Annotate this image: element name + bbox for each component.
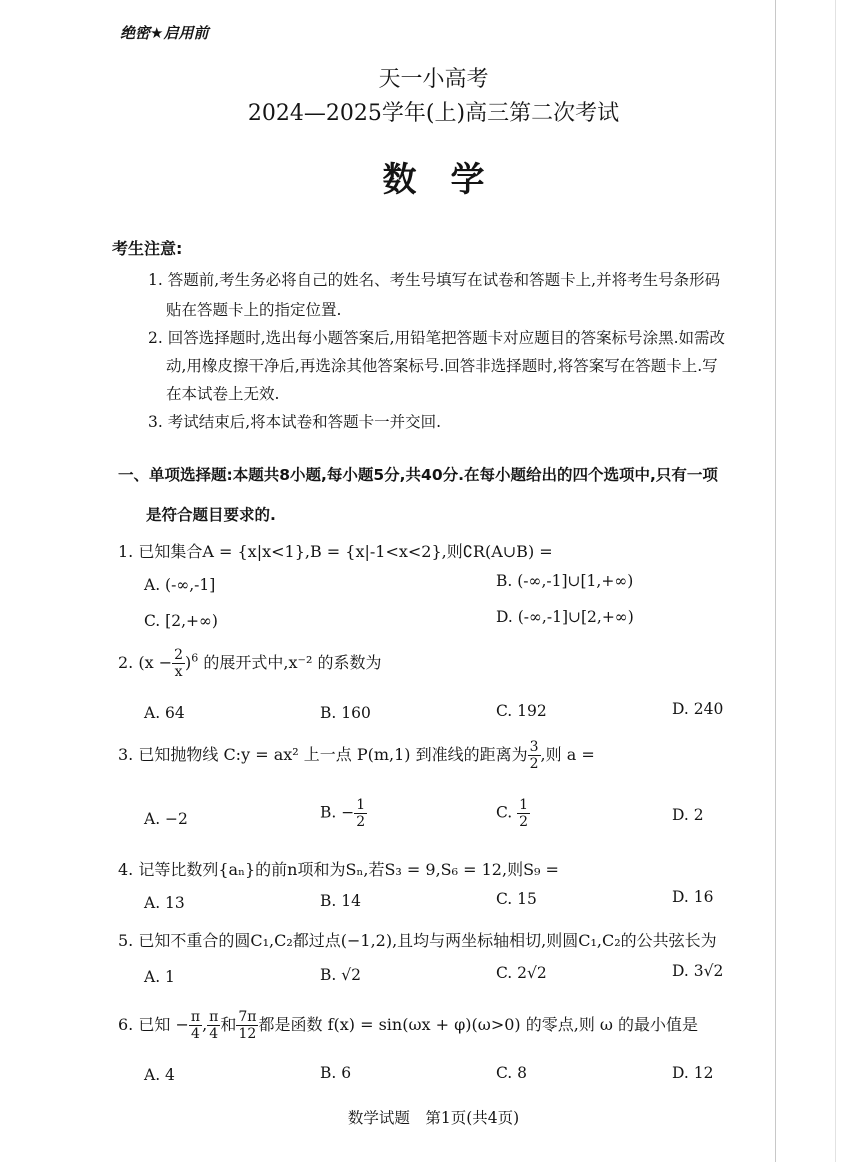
section-heading: 一、单项选择题:本题共8小题,每小题5分,共40分.在每小题给出的四个选项中,只有一项 xyxy=(118,466,718,484)
exam-organizer: 天一小高考 xyxy=(378,67,489,92)
question-4-stem: 4. 记等比数列{aₙ}的前n项和为Sₙ,若S₃ = 9,S₆ = 12,则S₉ = xyxy=(118,860,559,879)
q5-option-d: D. 3√2 xyxy=(672,962,724,980)
notice-title: 考生注意: xyxy=(112,239,183,258)
q6-option-a: A. 4 xyxy=(144,1066,175,1084)
q1-option-a: A. (-∞,-1] xyxy=(144,576,216,594)
notice-item: 动,用橡皮擦干净后,再选涂其他答案标号.回答非选择题时,将答案写在答题卡上.写 xyxy=(166,357,718,375)
q2-option-b: B. 160 xyxy=(320,704,371,722)
q4-option-b: B. 14 xyxy=(320,892,361,910)
question-6-stem: 6. 已知 − $\frac{\pi}{4}$ , $\frac{\pi}{4}$ 和 $\frac{7\pi}{12}$ 都是函数 f(x) = sin(ωx + φ)(ω>0) 的零点,则 ω 的最小值是 xyxy=(118,1009,699,1042)
q5-option-c: C. 2√2 xyxy=(496,964,547,982)
binomial-base: (x − xyxy=(138,653,173,672)
q6-option-c: C. 8 xyxy=(496,1064,528,1082)
fraction: $\frac{2}{x}$ xyxy=(174,647,184,680)
exponent: 6 xyxy=(191,651,199,665)
q1-option-b: B. (-∞,-1]∪[1,+∞) xyxy=(496,572,634,590)
fraction: $\frac{7\pi}{12}$ xyxy=(238,1009,257,1042)
fraction: $\frac{\pi}{4}$ xyxy=(209,1009,219,1042)
q4-option-d: D. 16 xyxy=(672,888,714,906)
question-5-stem: 5. 已知不重合的圆C₁,C₂都过点(−1,2),且均与两坐标轴相切,则圆C₁,C₂的公共弦长为 xyxy=(118,931,717,950)
fraction: $\frac{\pi}{4}$ xyxy=(190,1009,201,1042)
section-heading-cont: 是符合题目要求的. xyxy=(146,506,276,524)
page-footer: 数学试题 第1页(共4页) xyxy=(347,1109,520,1127)
q3-option-b: B. − $\frac{1}{2}$ xyxy=(320,797,366,830)
q4-option-c: C. 15 xyxy=(496,890,537,908)
confidential-label: 绝密★启用前 xyxy=(120,24,209,42)
q5-option-b: B. √2 xyxy=(320,966,361,984)
q1-option-d: D. (-∞,-1]∪[2,+∞) xyxy=(496,608,634,626)
notice-item: 贴在答题卡上的指定位置. xyxy=(166,301,342,319)
question-2-stem: 2. (x − $\frac{2}{x}$ )$^6$ 的展开式中,x⁻² 的系数为 xyxy=(118,647,382,680)
q2-option-c: C. 192 xyxy=(496,702,547,720)
notice-item: 3. 考试结束后,将本试卷和答题卡一并交回. xyxy=(148,413,442,431)
question-1-stem: 1. 已知集合A = {x|x<1},B = {x|-1<x<2},则∁R(A∪B) = xyxy=(118,542,553,561)
q3-option-d: D. 2 xyxy=(672,806,704,824)
fraction: $\frac{1}{2}$ xyxy=(356,797,366,830)
q2-option-a: A. 64 xyxy=(144,704,185,722)
q2-option-d: D. 240 xyxy=(672,700,724,718)
q3-option-c: C. $\frac{1}{2}$ xyxy=(496,797,529,830)
q5-option-a: A. 1 xyxy=(144,968,175,986)
notice-item: 1. 答题前,考生务必将自己的姓名、考生号填写在试卷和答题卡上,并将考生号条形码 xyxy=(148,271,721,289)
notice-item: 2. 回答选择题时,选出每小题答案后,用铅笔把答题卡对应题目的答案标号涂黑.如需改 xyxy=(148,329,725,347)
question-3-stem: 3. 已知抛物线 C:y = ax² 上一点 P(m,1) 到准线的距离为 $\frac{3}{2}$ ,则 a = xyxy=(118,739,595,772)
exam-title: 2024—2025学年(上)高三第二次考试 xyxy=(247,101,620,126)
notice-item: 在本试卷上无效. xyxy=(166,385,280,403)
q1-option-c: C. [2,+∞) xyxy=(144,612,218,630)
q6-option-d: D. 12 xyxy=(672,1064,714,1082)
subject-title: 数学 xyxy=(382,160,519,200)
q3-option-a: A. −2 xyxy=(144,810,188,828)
fraction: $\frac{3}{2}$ xyxy=(529,739,539,772)
q6-option-b: B. 6 xyxy=(320,1064,352,1082)
fraction: $\frac{1}{2}$ xyxy=(519,797,529,830)
q4-option-a: A. 13 xyxy=(144,894,185,912)
